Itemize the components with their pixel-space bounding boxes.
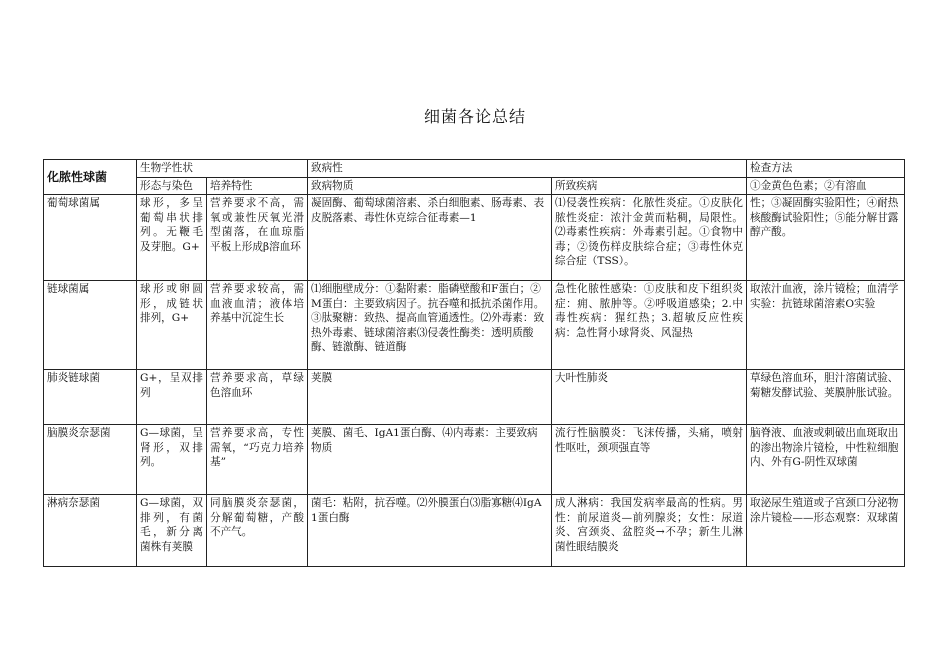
bacteria-name: 肺炎链球菌 (44, 370, 137, 425)
factors-cell: 菌毛：粘附，抗吞噬。⑵外膜蛋白⑶脂寡糖⑷IgA1蛋白酶 (308, 495, 552, 567)
header-morphology: 形态与染色 (137, 177, 207, 195)
morphology-cell: 球形或卵圆形，成链状排列，G+ (137, 281, 207, 370)
factors-cell: 荚膜、菌毛、IgA1蛋白酶、⑷内毒素：主要致病物质 (308, 425, 552, 495)
factors-cell: ⑴细胞壁成分：①黏附素：脂磷壁酸和F蛋白；②M蛋白：主要致病因子。抗吞噬和抵抗杀菌作用。③肽聚糖：致热、提高血管通透性。⑵外毒素：致热外毒素、链球菌溶素⑶侵袭性酶类：透明质酸酶、链激酶、链道酶 (308, 281, 552, 370)
header-check-first-line: ①金黄色色素；②有溶血 (747, 177, 905, 195)
culture-cell: 营养要求高，草绿色溶血环 (207, 370, 308, 425)
bacteria-summary-table (43, 159, 905, 567)
bacteria-name: 葡萄球菌属 (44, 195, 137, 281)
header-row-sub (44, 177, 905, 195)
check-cell: 取泌尿生殖道或子宫颈口分泌物涂片镜检——形态观察：双球菌 (747, 495, 905, 567)
check-cell: 性；③凝固酶实验阳性；④耐热核酸酶试验阳性；⑤能分解甘露醇产酸。 (747, 195, 905, 281)
table-row (44, 425, 905, 495)
table-row (44, 281, 905, 370)
header-culture: 培养特性 (207, 177, 308, 195)
check-cell: 取浓汁血液，涂片镜检；血清学实验：抗链球菌溶素O实验 (747, 281, 905, 370)
morphology-cell: G—球菌，呈肾形，双排列。 (137, 425, 207, 495)
morphology-cell: G+，呈双排列 (137, 370, 207, 425)
disease-cell: 急性化脓性感染：①皮肤和皮下组织炎症：痈、脓肿等。②呼吸道感染；2.中毒性疾病：猩红热；3.超敏反应性疾病：急性肾小球肾炎、风湿热 (552, 281, 747, 370)
factors-cell: 凝固酶、葡萄球菌溶素、杀白细胞素、肠毒素、表皮脱落素、毒性休克综合征毒素—1 (308, 195, 552, 281)
culture-cell: 营养要求不高，需氧或兼性厌氧光滑型菌落，在血琼脂平板上形成β溶血环 (207, 195, 308, 281)
morphology-cell: 球形，多呈葡萄串状排列。无鞭毛及芽胞。G+ (137, 195, 207, 281)
header-disease: 所致疾病 (552, 177, 747, 195)
table-row (44, 370, 905, 425)
bacteria-name: 脑膜炎奈瑟菌 (44, 425, 137, 495)
header-corner-cell: 化脓性球菌 (44, 160, 137, 195)
header-group-check: 检查方法 (747, 160, 905, 178)
check-cell: 脑脊液、血液或刺破出血斑取出的渗出物涂片镜检，中性粒细胞内、外有G-阴性双球菌 (747, 425, 905, 495)
table-row (44, 195, 905, 281)
disease-cell: 流行性脑膜炎：飞沫传播，头痛，喷射性呕吐，颈项强直等 (552, 425, 747, 495)
header-group-biology: 生物学性状 (137, 160, 308, 178)
bacteria-name: 淋病奈瑟菌 (44, 495, 137, 567)
culture-cell: 营养要求高，专性需氧，“巧克力培养基” (207, 425, 308, 495)
page-title: 细菌各论总结 (423, 107, 526, 126)
disease-cell: 成人淋病：我国发病率最高的性病。男性：前尿道炎—前列腺炎；女性：尿道炎、宫颈炎、盆腔炎→不孕；新生儿淋菌性眼结膜炎 (552, 495, 747, 567)
factors-cell: 荚膜 (308, 370, 552, 425)
header-row-groups (44, 160, 905, 178)
check-cell: 草绿色溶血环，胆汁溶菌试验、菊糖发酵试验、荚膜肿胀试验。 (747, 370, 905, 425)
morphology-cell: G—球菌，双排列，有菌毛，新分离菌株有荚膜 (137, 495, 207, 567)
disease-cell: ⑴侵袭性疾病：化脓性炎症。①皮肤化脓性炎症：浓汁金黄而粘稠，局限性。⑵毒素性疾病：外毒素引起。①食物中毒；②烫伤样皮肤综合症；③毒性休克综合症（TSS）。 (552, 195, 747, 281)
header-group-pathogenicity: 致病性 (308, 160, 747, 178)
culture-cell: 营养要求较高，需血液血清；液体培养基中沉淀生长 (207, 281, 308, 370)
bacteria-name: 链球菌属 (44, 281, 137, 370)
table-row (44, 495, 905, 567)
culture-cell: 同脑膜炎奈瑟菌，分解葡萄糖，产酸不产气。 (207, 495, 308, 567)
disease-cell: 大叶性肺炎 (552, 370, 747, 425)
header-factors: 致病物质 (308, 177, 552, 195)
